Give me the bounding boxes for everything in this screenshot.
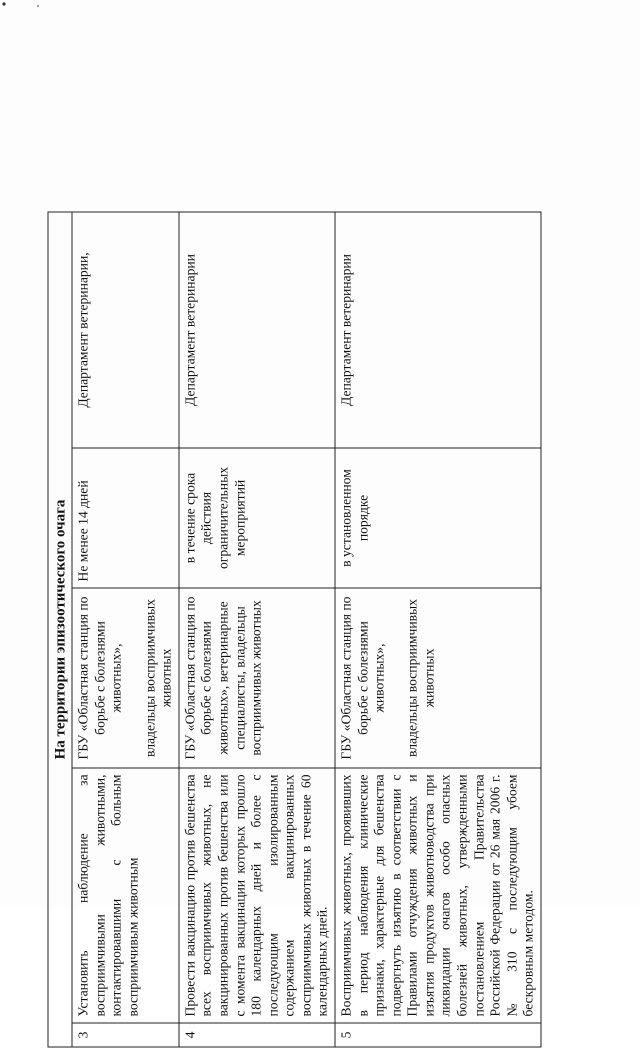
responsible-cell: Департамент ветеринарии bbox=[335, 212, 541, 448]
table-row bbox=[179, 212, 335, 1047]
table-row bbox=[335, 212, 541, 1047]
section-title: На территории эпизоотического очага bbox=[48, 212, 72, 1047]
measures-table bbox=[48, 212, 542, 1048]
row-number: 5 bbox=[335, 1023, 541, 1047]
scan-specks bbox=[0, 0, 640, 20]
row-number: 3 bbox=[72, 1023, 178, 1047]
executor-cell: ГБУ «Областная станция по борьбе с болезнями животных», ветеринарные специалисты, владельцы восприимчивых животных bbox=[179, 588, 335, 768]
executor-org: ГБУ «Областная станция по борьбе с болезнями животных», bbox=[338, 596, 387, 760]
measure-cell: Установить наблюдение за восприимчивыми животными, контактировавшими с больным восприимчивым животным bbox=[72, 768, 178, 1023]
section-header-row bbox=[48, 212, 72, 1047]
responsible-cell: Департамент ветеринарии, bbox=[72, 212, 178, 448]
executor-org: ГБУ «Областная станция по борьбе с болезнями животных», bbox=[75, 596, 124, 760]
measure-cell: Восприимчивых животных, проявивших в период наблюдения клинические признаки, характерные для бешенства подвергнуть изъятию в соответствии с Правилами отчуждения животных и изъятия продуктов животноводства при ликвидации очагов особо опасных болезней животных, утвержденными постановлением Правительства Российской Федерации от 26 мая 2006 г. № 310 с последующим убоем бескровным методом. bbox=[335, 768, 541, 1023]
executor-cell bbox=[72, 588, 178, 768]
speck bbox=[37, 5, 39, 7]
measure-cell: Провести вакцинацию против бешенства всех восприимчивых животных, не вакцинированных против бешенства или с момента вакцинации которых прошло 180 календарных дней и более с последующим изолированным содержанием вакцинированных восприимчивых животных в течение 60 календарных дней. bbox=[179, 768, 335, 1023]
deadline-cell: в установленном порядке bbox=[335, 448, 541, 588]
row-number: 4 bbox=[179, 1023, 335, 1047]
rotated-table-wrapper bbox=[48, 213, 548, 1048]
executor-owners: владельцы восприимчивых животных bbox=[142, 599, 174, 757]
responsible-cell: Департамент ветеринарии bbox=[179, 212, 335, 448]
deadline-cell: Не менее 14 дней bbox=[72, 448, 178, 588]
speck bbox=[2, 2, 5, 5]
deadline-cell: в течение срока действия ограничительных мероприятий bbox=[179, 448, 335, 588]
executor-owners: владельцы восприимчивых животных bbox=[404, 599, 437, 757]
executor-cell bbox=[335, 588, 541, 768]
table-row bbox=[72, 212, 178, 1047]
